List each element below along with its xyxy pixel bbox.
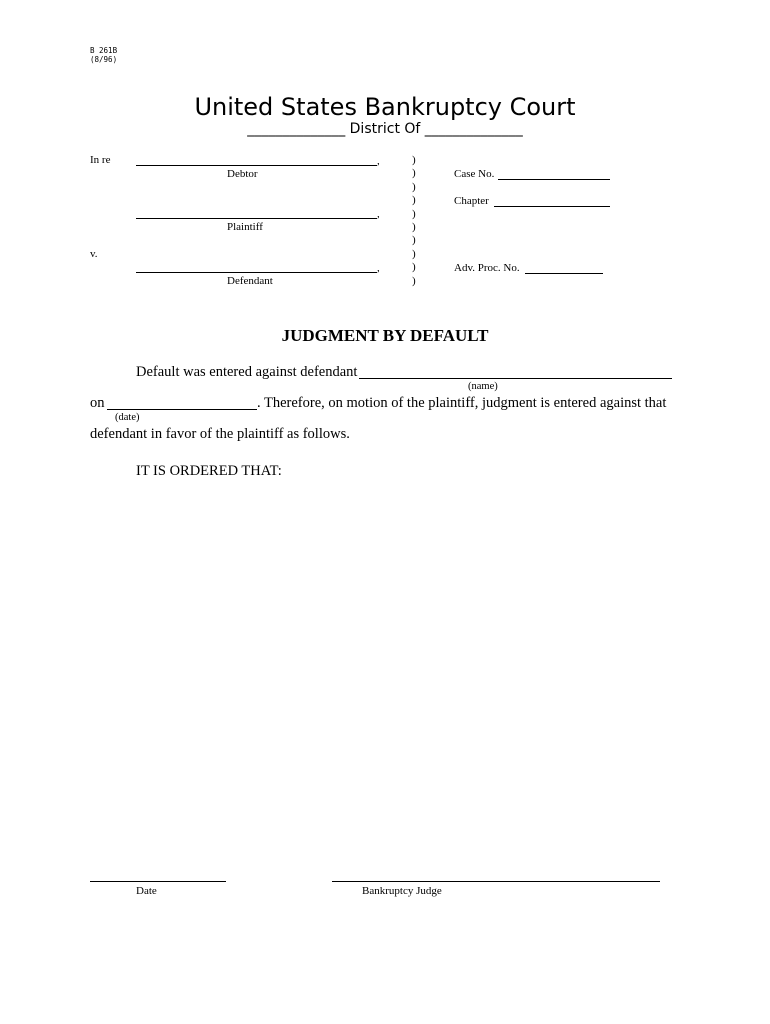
debtor-label: Debtor xyxy=(227,168,258,180)
plaintiff-label: Plaintiff xyxy=(227,221,263,233)
therefore-text: . Therefore, on motion of the plaintiff, judgment is entered against that xyxy=(257,395,667,411)
form-revision-date: (8/96) xyxy=(90,55,118,64)
paren: ) xyxy=(412,247,416,260)
plaintiff-comma: , xyxy=(377,208,380,220)
caption-parens xyxy=(412,154,416,288)
chapter-label: Chapter xyxy=(454,195,489,207)
court-title: United States Bankruptcy Court xyxy=(194,93,576,121)
ordered-text: IT IS ORDERED THAT: xyxy=(136,463,282,479)
defendant-comma: , xyxy=(377,262,380,274)
paren: ) xyxy=(412,221,416,234)
case-no-label: Case No. xyxy=(454,168,495,180)
debtor-line[interactable] xyxy=(136,165,377,166)
paren: ) xyxy=(412,180,416,193)
adv-proc-line[interactable] xyxy=(525,273,603,274)
paren: ) xyxy=(412,207,416,220)
judge-label: Bankruptcy Judge xyxy=(362,885,442,897)
district-line xyxy=(0,121,770,137)
paren: ) xyxy=(412,261,416,274)
adv-proc-label: Adv. Proc. No. xyxy=(454,262,520,274)
paren: ) xyxy=(412,167,416,180)
paren: ) xyxy=(412,154,416,166)
debtor-comma: , xyxy=(377,155,380,167)
defendant-label: Defendant xyxy=(227,275,273,287)
date-signature-line[interactable] xyxy=(90,881,226,882)
paren: ) xyxy=(412,274,416,287)
district-label: District Of xyxy=(349,121,421,137)
chapter-line[interactable] xyxy=(494,206,610,207)
judge-signature-line[interactable] xyxy=(332,881,660,882)
default-entered-text: Default was entered against defendant xyxy=(136,364,358,380)
defendant-name-line[interactable] xyxy=(359,378,672,379)
paren: ) xyxy=(412,234,416,247)
in-favor-text: defendant in favor of the plaintiff as follows. xyxy=(90,426,350,442)
document-heading: JUDGMENT BY DEFAULT xyxy=(281,326,489,345)
form-code: B 261B xyxy=(90,46,118,55)
plaintiff-line[interactable] xyxy=(136,218,377,219)
in-re-label: In re xyxy=(90,154,111,166)
date-label: Date xyxy=(136,885,157,897)
name-caption: (name) xyxy=(468,381,498,392)
district-blank-after[interactable]: ______________ xyxy=(424,121,523,137)
paren: ) xyxy=(412,194,416,207)
date-caption: (date) xyxy=(115,412,140,423)
defendant-line[interactable] xyxy=(136,272,377,273)
case-no-line[interactable] xyxy=(498,179,610,180)
versus-label: v. xyxy=(90,248,98,260)
district-blank-before[interactable]: ______________ xyxy=(247,121,346,137)
default-date-line[interactable] xyxy=(107,409,257,410)
on-label: on xyxy=(90,395,105,411)
